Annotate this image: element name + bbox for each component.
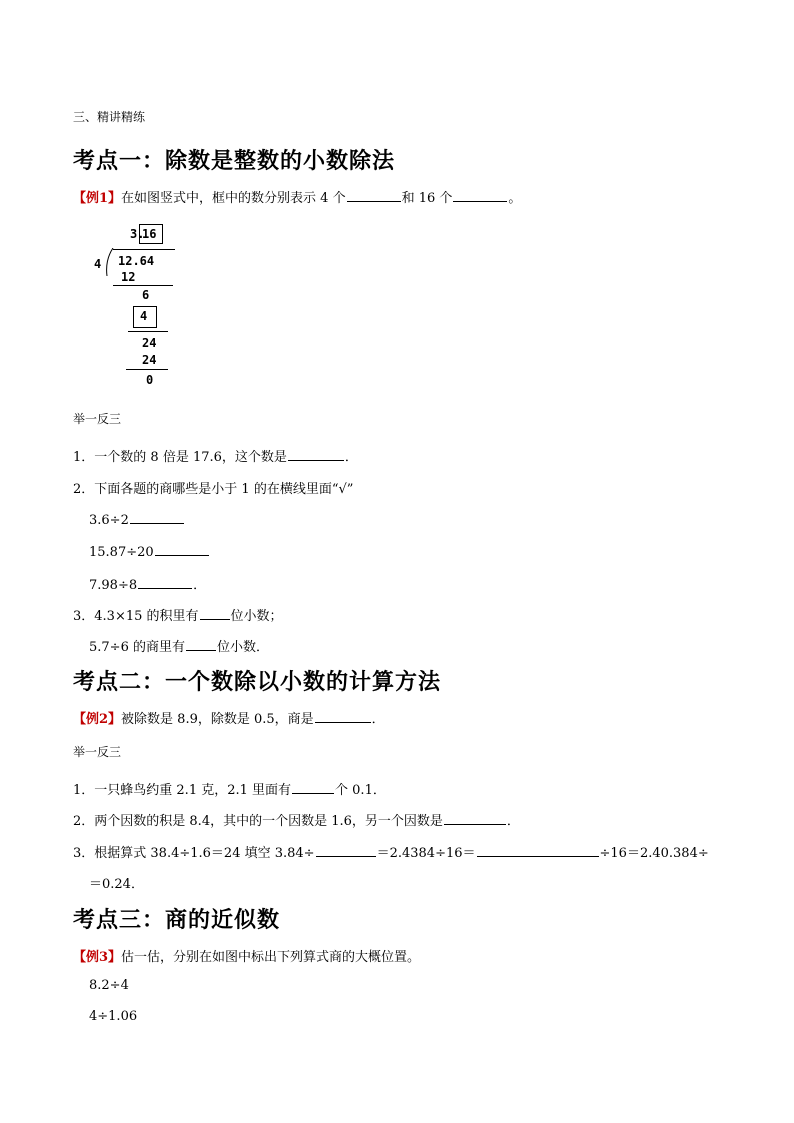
- t2-item3-end: ＝0.24．: [89, 877, 144, 892]
- rule-3: [126, 369, 168, 370]
- t1-item1: [73, 446, 358, 465]
- t2-item1-text: 一只蜂鸟约重 2.1 克，2.1 里面有: [94, 783, 292, 798]
- t1-item1-text: 一个数的 8 倍是 17.6，这个数是: [94, 450, 287, 465]
- practice2-title: 举一反三: [73, 745, 122, 759]
- t1-item2a-text: 3.6÷2: [89, 513, 129, 528]
- example1-text-a: 在如图竖式中，框中的数分别表示 4 个: [121, 191, 346, 206]
- t1-item2: [73, 478, 353, 497]
- t1-item3: [73, 605, 283, 624]
- example2-blank[interactable]: [315, 710, 371, 723]
- t2-item3-blank-2[interactable]: [477, 844, 599, 857]
- t1-item2-num: 2．: [73, 482, 95, 497]
- t1-item2c: [89, 574, 206, 593]
- t1-item2b-text: 15.87÷20: [89, 545, 154, 560]
- example3: [73, 946, 420, 965]
- t1-item2a: [89, 511, 185, 528]
- t1-item3b-blank[interactable]: [186, 638, 216, 651]
- rule-1: [113, 285, 173, 286]
- topic3-title: 考点三：商的近似数: [73, 908, 281, 933]
- rule-2: [128, 331, 168, 332]
- dividend: 12.64: [118, 254, 155, 268]
- topic1-title: 考点一：除数是整数的小数除法: [73, 149, 396, 174]
- section-heading: 三、精讲精练: [73, 110, 146, 124]
- t2-item3: [73, 842, 709, 861]
- t2-item3-text: 根据算式 38.4÷1.6＝24 填空 3.84÷: [94, 846, 315, 861]
- t1-item2-text: 下面各题的商哪些是小于 1 的在横线里面“√”: [94, 482, 354, 497]
- example2: [73, 708, 385, 727]
- t1-item2a-blank[interactable]: [130, 511, 184, 524]
- t3-item2: 4÷1.06: [89, 1009, 138, 1024]
- t2-item2-text: 两个因数的积是 8.4，其中的一个因数是 1.6，另一个因数是: [94, 814, 443, 829]
- quotient-boxed-value: 16: [142, 227, 157, 241]
- t1-item3-end: 位小数；: [230, 609, 283, 624]
- subtract-row-1: 12: [121, 270, 136, 284]
- topic2-title: 考点二：一个数除以小数的计算方法: [73, 670, 442, 695]
- example3-tag: 【例3】: [73, 950, 122, 965]
- t2-item1-num: 1．: [73, 783, 95, 798]
- t1-item2c-end: ．: [193, 578, 207, 593]
- t1-item2c-text: 7.98÷8: [89, 578, 138, 593]
- example1-text-c: 。: [508, 191, 522, 206]
- long-division-figure: [90, 222, 190, 392]
- quotient-digit: 3.: [130, 227, 145, 241]
- t2-item3-num: 3．: [73, 846, 95, 861]
- row-4: 24: [142, 336, 157, 350]
- t2-item3-cont: [89, 873, 144, 892]
- example1-blank-1[interactable]: [347, 189, 401, 202]
- t1-item1-num: 1．: [73, 450, 95, 465]
- t1-item3b: [89, 636, 269, 655]
- t3-item1: 8.2÷4: [89, 978, 129, 993]
- t1-item3b-end: 位小数．: [216, 640, 269, 655]
- example3-text: 估一估，分别在如图中标出下列算式商的大概位置。: [121, 950, 421, 965]
- t1-item2b-blank[interactable]: [155, 543, 209, 556]
- t2-item1: [73, 779, 386, 798]
- row-6: 0: [146, 373, 154, 387]
- row-5: 24: [142, 353, 157, 367]
- t1-item1-end: ．: [344, 450, 358, 465]
- row3-boxed-value: 4: [140, 309, 148, 323]
- t2-item2: [73, 810, 520, 829]
- t2-item2-num: 2．: [73, 814, 95, 829]
- divisor: 4: [94, 257, 102, 271]
- t1-item1-blank[interactable]: [288, 448, 344, 461]
- example1-blank-2[interactable]: [453, 189, 507, 202]
- example2-end: ．: [371, 712, 385, 727]
- remainder-row-2: 6: [142, 288, 150, 302]
- t2-item1-blank[interactable]: [292, 781, 334, 794]
- t2-item2-blank[interactable]: [444, 812, 506, 825]
- t2-item3-mid-1: ＝2.4384÷16＝: [376, 846, 476, 861]
- example2-tag: 【例2】: [73, 712, 122, 727]
- t2-item2-end: ．: [506, 814, 520, 829]
- t1-item3b-text: 5.7÷6 的商里有: [89, 640, 185, 655]
- example2-text: 被除数是 8.9，除数是 0.5，商是: [121, 712, 314, 727]
- example1-text-b: 和 16 个: [401, 191, 453, 206]
- example1-tag: 【例1】: [73, 191, 122, 206]
- example1: [73, 187, 521, 206]
- t2-item1-end: 个 0.1．: [335, 783, 386, 798]
- t1-item2b: [89, 543, 210, 560]
- t1-item2c-blank[interactable]: [138, 576, 192, 589]
- practice1-title: 举一反三: [73, 412, 122, 426]
- t1-item3-num: 3．: [73, 609, 95, 624]
- t1-item3-text: 4.3×15 的积里有: [94, 609, 199, 624]
- t2-item3-mid-2: ÷16＝2.40.384÷: [599, 846, 709, 861]
- t2-item3-blank-1[interactable]: [316, 844, 376, 857]
- t1-item3-blank[interactable]: [200, 607, 230, 620]
